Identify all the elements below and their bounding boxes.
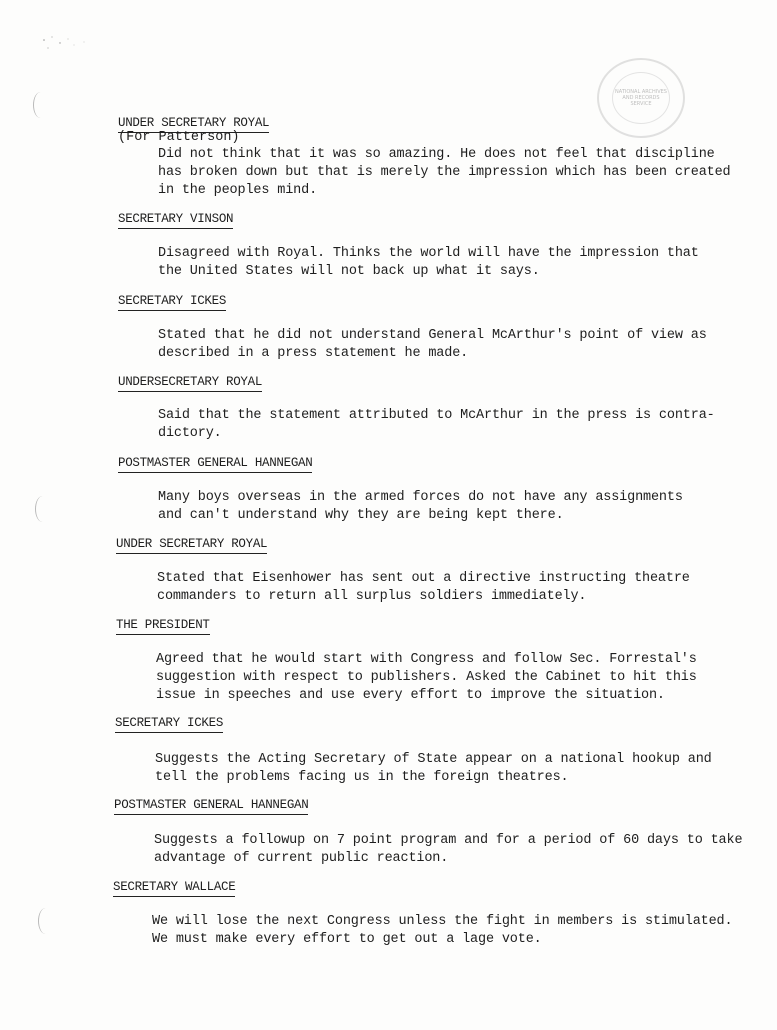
statement-text: Many boys overseas in the armed forces do not have any assignments and can't understand why they are being kept there. <box>158 490 683 523</box>
paper-specks <box>40 34 100 54</box>
statement-text: Said that the statement attributed to McArthur in the press is contra- dictory. <box>158 408 715 441</box>
statement-text: Agreed that he would start with Congress and follow Sec. Forrestal's suggestion with respect to publishers. Asked the Cabinet to hit this issue in speeches and use every effort to improve the situation. <box>156 652 697 703</box>
statement-text: We will lose the next Congress unless the fight in members is stimulated. We must make every effort to get out a lage vote. <box>152 914 733 947</box>
statement-text: Stated that he did not understand General McArthur's point of view as described in a press statement he made. <box>158 328 707 361</box>
statement-text: Did not think that it was so amazing. He does not feel that discipline has broken down but that is merely the impression which has been created in the peoples mind. <box>158 147 731 198</box>
punch-hole-mark <box>35 496 50 522</box>
speaker-heading: SECRETARY ICKES <box>115 715 223 733</box>
statement-text: Suggests the Acting Secretary of State appear on a national hookup and tell the problems facing us in the foreign theatres. <box>155 752 712 785</box>
archive-stamp-seal <box>597 58 685 138</box>
speaker-heading: SECRETARY ICKES <box>118 293 226 311</box>
punch-hole-mark <box>33 92 48 118</box>
speaker-heading: THE PRESIDENT <box>116 617 210 635</box>
statement-text: Suggests a followup on 7 point program and for a period of 60 days to take advantage of current public reaction. <box>154 833 743 866</box>
punch-hole-mark <box>38 908 53 934</box>
speaker-heading: POSTMASTER GENERAL HANNEGAN <box>118 455 312 473</box>
speaker-heading: UNDERSECRETARY ROYAL <box>118 374 262 392</box>
speaker-heading: SECRETARY VINSON <box>118 211 233 229</box>
archive-stamp-text: NATIONAL ARCHIVES AND RECORDS SERVICE <box>612 72 670 124</box>
speaker-subheading: (For Patterson) <box>118 130 240 145</box>
statement-text: Stated that Eisenhower has sent out a directive instructing theatre commanders to return all surplus soldiers immediately. <box>157 571 690 604</box>
speaker-heading: SECRETARY WALLACE <box>113 879 235 897</box>
statement-text: Disagreed with Royal. Thinks the world will have the impression that the United States will not back up what it says. <box>158 246 699 279</box>
speaker-heading: UNDER SECRETARY ROYAL <box>116 536 267 554</box>
speaker-heading: UNDER SECRETARY ROYAL <box>118 115 269 133</box>
speaker-heading: POSTMASTER GENERAL HANNEGAN <box>114 797 308 815</box>
